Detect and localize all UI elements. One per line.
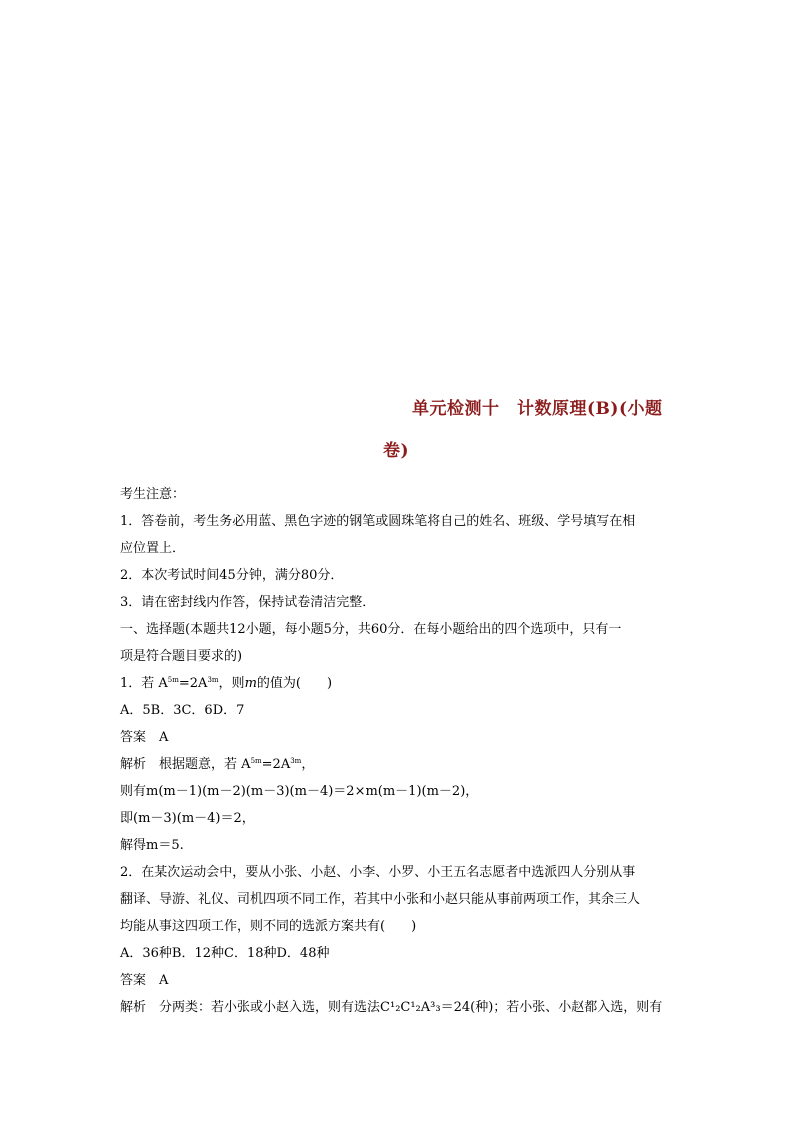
- notice-item-3: 3．请在密封线内作答，保持试卷清洁完整．: [120, 595, 376, 610]
- question-1-analysis-step-3: 即(m－3)(m－4)＝2，: [120, 811, 255, 826]
- question-2-options: A．36种B．12种C．18种D．48种: [120, 946, 330, 961]
- question-1-options: A．5B．3C．6D．7: [120, 703, 245, 718]
- notice-item-1: 1．答卷前，考生务必用蓝、黑色字迹的钢笔或圆珠笔将自己的姓名、班级、学号填写在相: [120, 514, 636, 529]
- question-2-stem: 2．在某次运动会中，要从小张、小赵、小李、小罗、小王五名志愿者中选派四人分别从事: [120, 865, 636, 880]
- notice-heading: 考生注意：: [120, 487, 186, 502]
- question-1-analysis-step-2: 则有m(m－1)(m－2)(m－3)(m－4)＝2×m(m－1)(m－2)，: [120, 784, 479, 799]
- document-body: [120, 481, 680, 1021]
- notice-item-2: 2．本次考试时间45分钟，满分80分．: [120, 568, 344, 583]
- page-title-continued: 卷): [383, 441, 410, 461]
- question-2-stem-continued: 翻译、导游、礼仪、司机四项不同工作，若其中小张和小赵只能从事前两项工作，其余三人: [120, 892, 641, 907]
- page-title: 单元检测十 计数原理(B)(小题: [412, 399, 663, 419]
- notice-item-1-continued: 应位置上．: [120, 541, 186, 556]
- section-heading: 一、选择题(本题共12小题，每小题5分，共60分．在每小题给出的四个选项中，只有一: [120, 622, 622, 637]
- question-1-answer: 答案 A: [120, 730, 169, 745]
- question-2-analysis: 解析 分两类：若小张或小赵入选，则有选法C¹₂C¹₂A³₃＝24(种)；若小张、小赵都入选，则有: [120, 1000, 663, 1015]
- question-2-stem-end: 均能从事这四项工作，则不同的选派方案共有( ): [120, 919, 417, 934]
- question-1-analysis: 解析 根据题意，若 $A^{5m}=2A^{3m}$，: [120, 757, 315, 772]
- question-2-answer: 答案 A: [120, 973, 169, 988]
- section-heading-continued: 项是符合题目要求的): [120, 649, 243, 664]
- question-1-analysis-step-4: 解得m＝5.: [120, 838, 184, 853]
- question-1-stem: 1．若 $A^{5m}=2A^{3m}$，则m的值为( ): [120, 676, 333, 691]
